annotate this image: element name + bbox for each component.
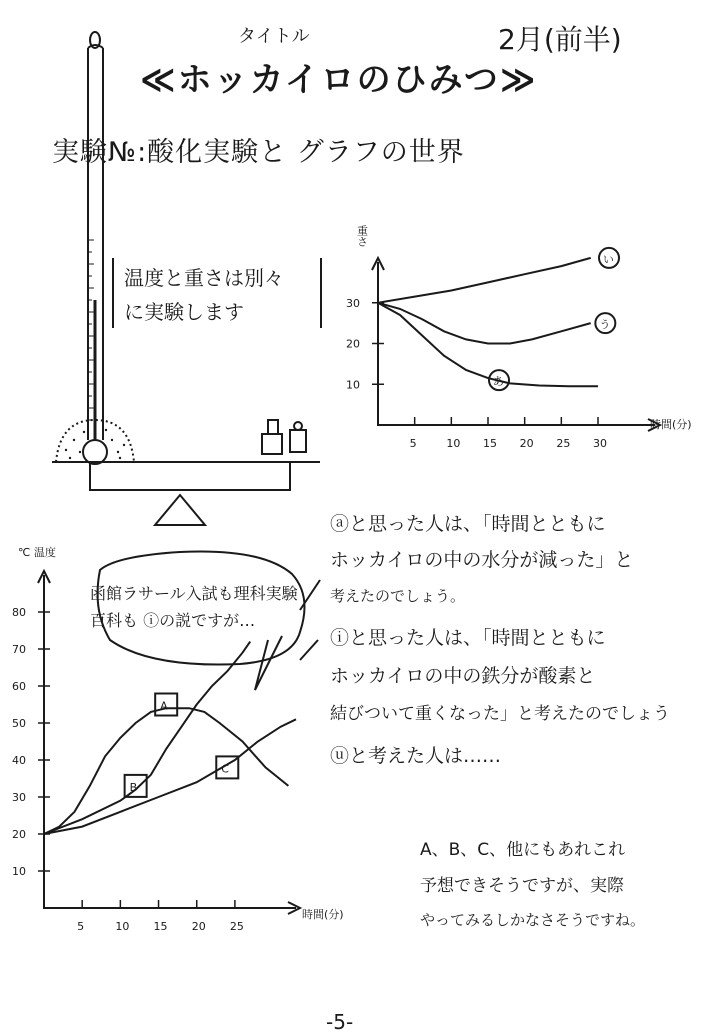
y-tick-label: 10 <box>12 865 26 878</box>
explanation-a-line-1: ⓐと思った人は、「時間とともに <box>330 513 606 535</box>
y-tick-label: 80 <box>12 606 26 619</box>
explanation-i-line-2: ホッカイロの中の鉄分が酸素と <box>330 665 596 687</box>
y-tick-label: 10 <box>346 378 360 392</box>
temp-xlabel: 時間(分) <box>302 908 344 921</box>
page-number: -5- <box>326 1010 354 1034</box>
speech-bubble-text: 函館ラサール入試も理科実験百科も ⓘの説ですが… <box>90 584 298 630</box>
explanation-i-line-3: 結びついて重くなった」と考えたのでしょう <box>330 704 670 724</box>
x-tick-label: 30 <box>593 437 607 450</box>
x-tick-label: 20 <box>191 920 206 933</box>
y-tick-label: 30 <box>12 791 26 804</box>
y-tick-label: 30 <box>346 296 360 310</box>
explanation-a-line-2: ホッカイロの中の水分が減った」と <box>330 549 634 571</box>
x-tick-label: 25 <box>229 920 244 933</box>
y-tick-label: 20 <box>12 828 26 841</box>
closing-line-3: やってみるしかなさそうですね。 <box>420 911 646 929</box>
x-tick-label: 5 <box>409 437 417 450</box>
period-label: 2月(前半) <box>498 23 622 56</box>
series-line-B <box>44 642 250 834</box>
series-label-C: C <box>221 762 229 776</box>
explanation-a-line-3: 考えたのでしょう。 <box>330 587 466 605</box>
x-tick-label: 15 <box>153 920 168 933</box>
closing-line-2: 予想できそうですが、実際 <box>420 876 624 896</box>
series-line-C <box>44 719 296 834</box>
bracket-note-line-2: に実験します <box>124 300 244 324</box>
page-title: ≪ホッカイロのひみつ≫ <box>140 60 538 100</box>
experiment-subtitle: 実験№:酸化実験と グラフの世界 <box>52 137 465 168</box>
x-tick-label: 25 <box>556 437 571 450</box>
series-label-う: う <box>599 318 611 332</box>
series-label-あ: あ <box>493 375 504 389</box>
series-label-A: A <box>160 699 168 713</box>
y-tick-label: 40 <box>12 754 26 767</box>
y-tick-label: 70 <box>12 643 26 656</box>
y-tick-label: 20 <box>346 337 360 351</box>
title-annotation: タイトル <box>238 26 310 47</box>
weight-xlabel: 時間(分) <box>650 418 692 431</box>
weight-ylabel: 重さ <box>355 225 369 247</box>
temp-ylabel: ℃ 温度 <box>18 546 56 559</box>
x-tick-label: 20 <box>519 437 534 450</box>
x-tick-label: 10 <box>446 437 461 450</box>
explanation-i-line-1: ⓘと思った人は、「時間とともに <box>330 627 606 649</box>
bracket-note-line-1: 温度と重さは別々 <box>124 266 284 290</box>
closing-line-1: A、B、C、他にもあれこれ <box>420 840 626 860</box>
y-tick-label: 50 <box>12 717 26 730</box>
series-label-い: い <box>603 252 614 266</box>
y-tick-label: 60 <box>12 680 26 693</box>
x-tick-label: 5 <box>77 920 85 933</box>
series-line-A <box>44 708 288 834</box>
x-tick-label: 15 <box>483 437 497 450</box>
explanation-u-line-1: ⓤと考えた人は…… <box>330 745 502 767</box>
x-tick-label: 10 <box>115 920 130 933</box>
series-label-B: B <box>129 780 138 794</box>
